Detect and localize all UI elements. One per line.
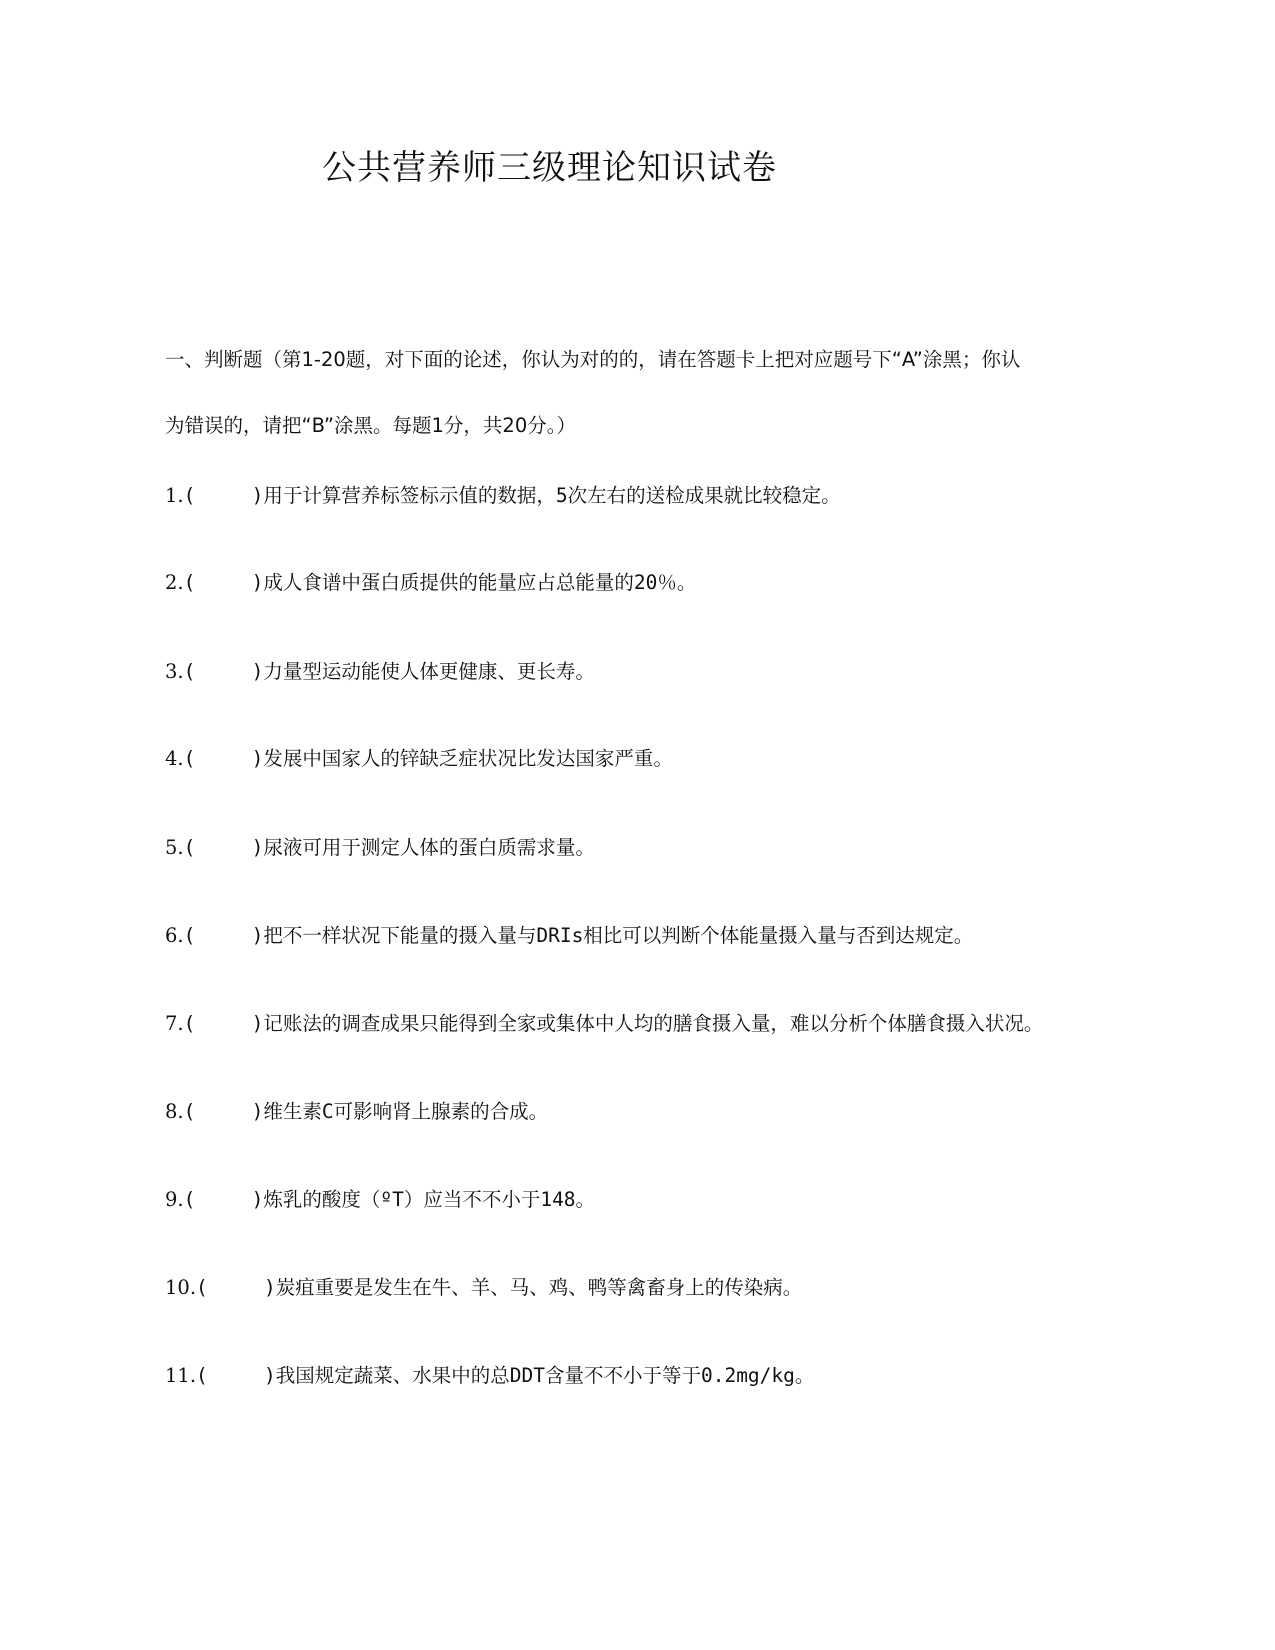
question-number: 8. [165,1100,184,1123]
question-text: )把不一样状况下能量的摄入量与DRIs相比可以判断个体能量摄入量与否到达规定。 [251,924,974,947]
question-text: )用于计算营养标签标示值的数据，5次左右的送检成果就比较稳定。 [251,484,841,507]
question-text: )炭疽重要是发生在牛、羊、马、鸡、鸭等禽畜身上的传染病。 [264,1276,803,1299]
question-8 [165,1096,548,1124]
answer-blank: ( [183,747,196,770]
answer-blank: ( [183,484,196,507]
question-2 [165,567,696,595]
answer-blank: ( [183,1100,196,1123]
question-number: 11. [165,1364,197,1387]
question-11 [165,1360,814,1388]
question-number: 10. [165,1276,197,1299]
question-number: 2. [165,571,184,594]
question-number: 7. [165,1012,184,1035]
page-title: 公共营养师三级理论知识试卷 [322,148,777,188]
answer-blank: ( [183,571,196,594]
answer-blank: ( [183,660,196,683]
question-text: )发展中国家人的锌缺乏症状况比发达国家严重。 [251,747,673,770]
question-text: )记账法的调查成果只能得到全家或集体中人均的膳食摄入量，难以分析个体膳食摄入状况。 [251,1012,1044,1035]
question-number: 3. [165,660,184,683]
answer-blank: ( [183,924,196,947]
question-6 [165,920,973,948]
question-number: 9. [165,1188,184,1211]
question-text: )力量型运动能使人体更健康、更长寿。 [251,660,595,683]
answer-blank: ( [183,1012,196,1035]
answer-blank: ( [183,1188,196,1211]
section-instruction-line-1: 一、判断题（第1-20题，对下面的论述，你认为对的的，请在答题卡上把对应题号下“A”涂黑；你认 [165,348,1021,371]
question-number: 5. [165,836,184,859]
question-text: )炼乳的酸度（ºT）应当不不小于148。 [251,1188,596,1211]
answer-blank: ( [196,1364,208,1387]
question-number: 1. [165,484,184,507]
question-text: )维生素C可影响肾上腺素的合成。 [251,1100,549,1123]
question-text: )我国规定蔬菜、水果中的总DDT含量不不小于等于0.2mg/kg。 [264,1364,815,1387]
question-number: 4. [165,747,184,770]
question-7 [165,1008,1043,1036]
question-text: )尿液可用于测定人体的蛋白质需求量。 [251,836,595,859]
section-instruction-line-2: 为错误的，请把“B”涂黑。每题1分，共20分。） [165,414,576,437]
question-1 [165,480,841,508]
question-text: )成人食谱中蛋白质提供的能量应占总能量的20％。 [251,571,697,594]
answer-blank: ( [183,836,196,859]
question-3 [165,656,595,684]
question-9 [165,1184,595,1212]
question-5 [165,832,595,860]
question-10 [165,1272,802,1300]
answer-blank: ( [196,1276,208,1299]
question-number: 6. [165,924,184,947]
question-4 [165,743,673,771]
